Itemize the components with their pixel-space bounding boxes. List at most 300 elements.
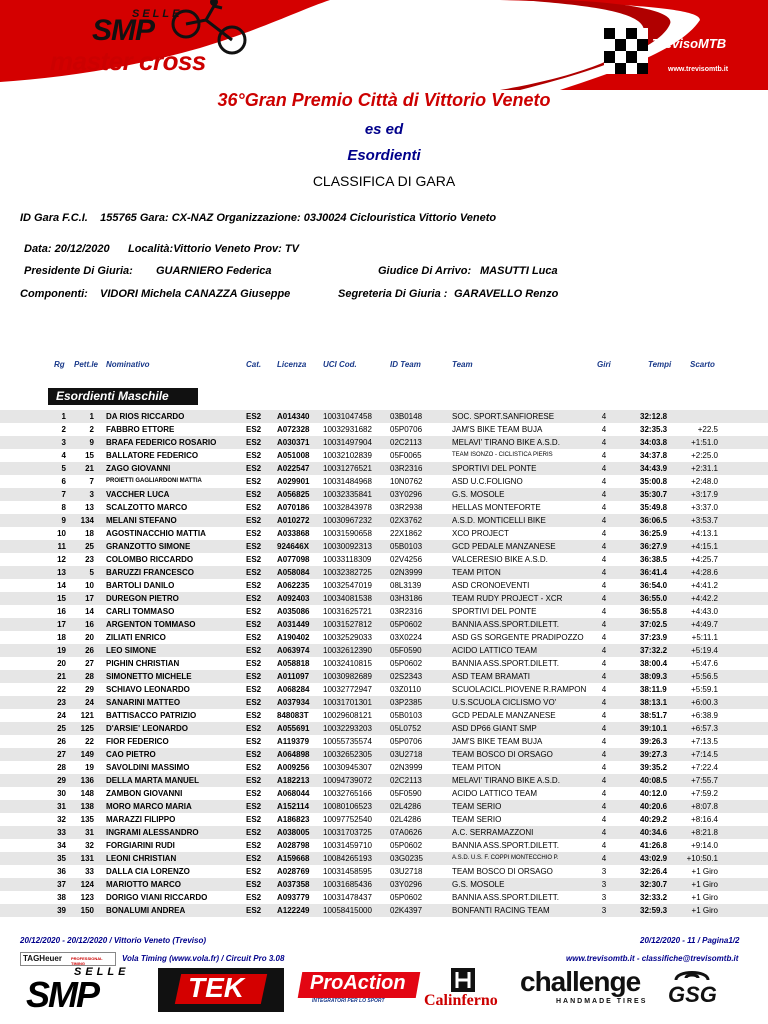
cell-rank: 36	[57, 867, 66, 876]
cell-rank: 35	[57, 854, 66, 863]
cell-uci-code: 10031276521	[323, 464, 372, 473]
cell-rank: 11	[57, 542, 66, 551]
cell-uci-code: 10030967232	[323, 516, 372, 525]
cell-uci-code: 10031703725	[323, 828, 372, 837]
cell-license: A035086	[277, 607, 310, 616]
cell-rank: 14	[57, 581, 66, 590]
cell-team-id: 22X1862	[390, 529, 423, 538]
cell-rank: 1	[61, 412, 66, 421]
cell-gap: +1 Giro	[691, 880, 718, 889]
cell-category: ES2	[246, 659, 262, 668]
cell-license: A062235	[277, 581, 310, 590]
cell-laps: 4	[601, 711, 607, 720]
cell-name: LEONI CHRISTIAN	[106, 854, 177, 863]
cell-license: A064898	[277, 750, 310, 759]
footer-timing: Vola Timing (www.vola.fr) / Circuit Pro 3.08	[122, 954, 285, 963]
cell-name: AGOSTINACCHIO MATTIA	[106, 529, 206, 538]
cell-category: ES2	[246, 776, 262, 785]
cell-rank: 13	[57, 568, 66, 577]
cell-time: 36:41.4	[640, 568, 668, 577]
cell-rank: 4	[61, 451, 66, 460]
logo-trevisomtb: TrevisoMTB	[652, 36, 727, 51]
cell-team-id: 05P0602	[390, 841, 423, 850]
cell-rank: 19	[57, 646, 66, 655]
cell-time: 35:30.7	[640, 490, 668, 499]
cell-uci-code: 10031458595	[323, 867, 372, 876]
cell-team-name: TEAM BOSCO DI ORSAGO	[452, 867, 553, 876]
gara-label: Gara:	[139, 212, 169, 224]
cell-uci-code: 10034081538	[323, 594, 372, 603]
cell-license: A029901	[277, 477, 310, 486]
cell-license: A070186	[277, 503, 310, 512]
localita-value: Vittorio Veneto	[173, 243, 251, 255]
cell-bib: 31	[85, 828, 94, 837]
table-row	[0, 696, 768, 709]
cell-time: 39:26.3	[640, 737, 668, 746]
table-row	[0, 813, 768, 826]
cell-bib: 5	[89, 568, 94, 577]
cell-bib: 121	[80, 711, 94, 720]
data-label: Data:	[24, 243, 52, 255]
cell-gap: +6:00.3	[691, 698, 718, 707]
cell-gap: +3:53.7	[691, 516, 718, 525]
cell-license: A010272	[277, 516, 310, 525]
org-value: 03J0024 Ciclouristica Vittorio Veneto	[303, 212, 497, 224]
cell-time: 39:35.2	[640, 763, 668, 772]
cell-name: FIOR FEDERICO	[106, 737, 169, 746]
cell-gap: +5:47.6	[691, 659, 718, 668]
cell-bib: 33	[85, 867, 94, 876]
cell-name: DUREGON PIETRO	[106, 594, 179, 603]
cell-license: A152114	[277, 802, 310, 811]
cell-laps: 4	[601, 815, 607, 824]
cell-bib: 10	[85, 581, 94, 590]
cell-bib: 21	[85, 464, 94, 473]
cell-time: 34:37.8	[640, 451, 668, 460]
cell-category: ES2	[246, 490, 262, 499]
cell-bib: 14	[85, 607, 94, 616]
cell-name: CARLI TOMMASO	[106, 607, 175, 616]
cell-laps: 3	[601, 906, 607, 915]
cell-rank: 21	[57, 672, 66, 681]
table-row	[0, 774, 768, 787]
table-row	[0, 488, 768, 501]
cell-gap: +10:50.1	[686, 854, 718, 863]
cell-gap: +4:25.7	[691, 555, 718, 564]
sponsor-selle: SELLE	[74, 966, 130, 978]
cell-name: MORO MARCO MARIA	[106, 802, 192, 811]
subtitle-category: Esordienti	[347, 147, 421, 164]
localita-label: Località:	[127, 243, 174, 255]
col-header-licenza: Licenza	[277, 360, 307, 369]
cell-uci-code: 10084265193	[323, 854, 372, 863]
col-header-scarto: Scarto	[690, 360, 715, 369]
cell-team-name: ASD CRONOEVENTI	[452, 581, 530, 590]
cell-bib: 24	[85, 698, 94, 707]
cell-laps: 4	[601, 789, 607, 798]
cell-team-id: 03R2938	[390, 503, 423, 512]
cell-license: A159668	[277, 854, 310, 863]
cell-category: ES2	[246, 854, 262, 863]
cell-name: BRAFA FEDERICO ROSARIO	[106, 438, 217, 447]
cell-laps: 4	[601, 542, 607, 551]
prov-label: Prov:	[253, 243, 282, 255]
cell-team-id: 03X0224	[390, 633, 423, 642]
cell-time: 34:03.8	[640, 438, 668, 447]
cell-laps: 4	[601, 724, 607, 733]
cell-bib: 124	[80, 880, 94, 889]
cell-rank: 33	[57, 828, 66, 837]
cell-name: CAO PIETRO	[106, 750, 156, 759]
cell-name: SCALZOTTO MARCO	[106, 503, 188, 512]
table-row	[0, 605, 768, 618]
cell-category: ES2	[246, 711, 262, 720]
cell-category: ES2	[246, 581, 262, 590]
cell-time: 32:33.2	[640, 893, 668, 902]
cell-name: BATTISACCO PATRIZIO	[106, 711, 197, 720]
sponsor-proaction: ProAction	[310, 972, 406, 994]
cell-license: 848083T	[277, 711, 309, 720]
cell-name: FORGIARINI RUDI	[106, 841, 175, 850]
table-row	[0, 852, 768, 865]
cell-team-name: ASD DP66 GIANT SMP	[452, 724, 537, 733]
table-row	[0, 579, 768, 592]
cell-team-id: 03U2718	[390, 750, 423, 759]
cell-uci-code: 10031685436	[323, 880, 372, 889]
cell-team-name: ASD GS SORGENTE PRADIPOZZO	[452, 633, 584, 642]
sponsor-proaction-box	[300, 966, 418, 1008]
giudice-value: MASUTTI Luca	[480, 265, 558, 277]
cell-license: A092403	[277, 594, 310, 603]
cell-time: 32:59.3	[640, 906, 668, 915]
cell-category: ES2	[246, 906, 262, 915]
cell-license: A186823	[277, 815, 310, 824]
table-row	[0, 761, 768, 774]
classifica-title: CLASSIFICA DI GARA	[312, 173, 456, 189]
cell-license: A037358	[277, 880, 310, 889]
cell-laps: 4	[601, 568, 607, 577]
table-row	[0, 618, 768, 631]
col-header-nominativo: Nominativo	[106, 360, 150, 369]
cell-uci-code: 10094739072	[323, 776, 372, 785]
cell-team-name: TEAM PITON	[452, 568, 501, 577]
cell-name: BARTOLI DANILO	[106, 581, 175, 590]
cell-time: 37:32.2	[640, 646, 668, 655]
cell-name: BARUZZI FRANCESCO	[106, 568, 194, 577]
cell-laps: 4	[601, 607, 607, 616]
cell-bib: 26	[85, 646, 94, 655]
table-row	[0, 631, 768, 644]
cell-time: 36:38.5	[640, 555, 668, 564]
col-header-id-team: ID Team	[390, 360, 421, 369]
table-row	[0, 657, 768, 670]
cell-name: SCHIAVO LEONARDO	[106, 685, 190, 694]
cell-uci-code: 10032293203	[323, 724, 372, 733]
cell-category: ES2	[246, 867, 262, 876]
cell-team-id: 03R2316	[390, 464, 423, 473]
cell-license: A038005	[277, 828, 310, 837]
sponsor-tek: TEK	[188, 972, 244, 1003]
cell-category: ES2	[246, 438, 262, 447]
cell-laps: 4	[601, 802, 607, 811]
col-header-team: Team	[452, 360, 473, 369]
cell-laps: 4	[601, 854, 607, 863]
cell-uci-code: 10031047458	[323, 412, 372, 421]
cell-license: A077098	[277, 555, 310, 564]
table-row	[0, 449, 768, 462]
cell-team-name: BONFANTI RACING TEAM	[452, 906, 550, 915]
cell-gap: +6:57.3	[691, 724, 718, 733]
cell-category: ES2	[246, 568, 262, 577]
presidente-label: Presidente Di Giuria:	[24, 265, 133, 277]
cell-time: 40:34.6	[640, 828, 668, 837]
cell-gap: +4:49.7	[691, 620, 718, 629]
cell-team-name: SPORTIVI DEL PONTE	[452, 607, 537, 616]
cell-name: LEO SIMONE	[106, 646, 157, 655]
cell-rank: 23	[57, 698, 66, 707]
cell-category: ES2	[246, 750, 262, 759]
cell-license: A119379	[277, 737, 310, 746]
cell-name: DALLA CIA LORENZO	[106, 867, 190, 876]
table-row	[0, 670, 768, 683]
cell-license: 924646X	[277, 542, 310, 551]
presidente-value: GUARNIERO Federica	[156, 265, 272, 277]
cell-license: A093779	[277, 893, 310, 902]
table-row	[0, 462, 768, 475]
cell-time: 38:11.9	[640, 685, 667, 694]
meta-line-1	[20, 212, 496, 224]
cell-laps: 4	[601, 841, 607, 850]
cell-rank: 38	[57, 893, 66, 902]
id-gara-label: ID Gara F.C.I.	[20, 212, 88, 224]
cell-team-name: G.S. MOSOLE	[452, 880, 505, 889]
trevisomtb-url: www.trevisomtb.it	[668, 66, 729, 73]
cell-license: A009256	[277, 763, 310, 772]
cell-gap: +22.5	[697, 425, 718, 434]
cell-team-name: ASD TEAM BRAMATI	[452, 672, 530, 681]
cell-gap: +1 Giro	[691, 906, 718, 915]
cell-uci-code: 10030982689	[323, 672, 372, 681]
cell-uci-code: 10030945307	[323, 763, 372, 772]
table-row	[0, 410, 768, 423]
cell-team-id: 05P0706	[390, 425, 423, 434]
cell-rank: 18	[57, 633, 66, 642]
table-row	[0, 592, 768, 605]
cell-rank: 31	[57, 802, 66, 811]
cell-team-name: ASD U.C.FOLIGNO	[452, 477, 523, 486]
cell-category: ES2	[246, 815, 262, 824]
table-row	[0, 891, 768, 904]
cell-time: 36:06.5	[640, 516, 668, 525]
cell-uci-code: 10031478437	[323, 893, 372, 902]
cell-team-name: BANNIA ASS.SPORT.DILETT.	[452, 659, 559, 668]
cell-license: A072328	[277, 425, 310, 434]
cell-time: 32:26.4	[640, 867, 668, 876]
cell-gap: +5:19.4	[691, 646, 718, 655]
cell-license: A033868	[277, 529, 310, 538]
cell-uci-code: 10032772947	[323, 685, 372, 694]
table-row	[0, 826, 768, 839]
cell-rank: 12	[57, 555, 66, 564]
cell-category: ES2	[246, 529, 262, 538]
footer-contact: www.trevisomtb.it - classifiche@trevisomtb.it	[566, 954, 739, 963]
cell-rank: 17	[57, 620, 66, 629]
table-row	[0, 644, 768, 657]
cell-gap: +1:51.0	[691, 438, 718, 447]
cell-time: 38:13.1	[640, 698, 668, 707]
tagheuer-text: TAGHeuer	[23, 954, 62, 963]
cell-uci-code: 10033118309	[323, 555, 372, 564]
subtitle-es-ed: es ed	[364, 121, 404, 138]
cell-team-id: 02C2113	[390, 438, 422, 447]
cell-laps: 4	[601, 737, 607, 746]
cell-bib: 135	[80, 815, 94, 824]
cell-category: ES2	[246, 893, 262, 902]
cell-team-name: TEAM ISONZO - CICLISTICA PIERIS	[452, 452, 553, 458]
cell-bib: 123	[80, 893, 94, 902]
cell-name: MARIOTTO MARCO	[106, 880, 181, 889]
sponsor-challenge: challenge	[520, 966, 641, 997]
cell-rank: 27	[57, 750, 66, 759]
cell-laps: 4	[601, 633, 607, 642]
cell-bib: 138	[80, 802, 94, 811]
cell-bib: 125	[80, 724, 94, 733]
cell-team-name: BANNIA ASS.SPORT.DILETT.	[452, 893, 559, 902]
cell-time: 32:30.7	[640, 880, 668, 889]
cell-category: ES2	[246, 594, 262, 603]
cell-time: 32:35.3	[640, 425, 668, 434]
cell-laps: 4	[601, 685, 607, 694]
cell-gap: +7:59.2	[691, 789, 718, 798]
cell-bib: 136	[80, 776, 94, 785]
cell-name: DA RIOS RICCARDO	[106, 412, 185, 421]
logo-smp: SMP	[92, 14, 155, 47]
cell-name: GRANZOTTO SIMONE	[106, 542, 191, 551]
cell-time: 35:49.8	[640, 503, 668, 512]
cell-gap: +4:13.1	[691, 529, 718, 538]
cell-name: DELLA MARTA MANUEL	[106, 776, 200, 785]
cell-rank: 34	[57, 841, 66, 850]
cell-time: 43:02.9	[640, 854, 668, 863]
prov-value: TV	[284, 243, 299, 255]
cell-gap: +7:14.5	[691, 750, 718, 759]
cell-time: 37:23.9	[640, 633, 668, 642]
cell-team-id: 02X3762	[390, 516, 423, 525]
cell-bib: 22	[85, 737, 94, 746]
cell-name: ZAGO GIOVANNI	[106, 464, 171, 473]
cell-team-name: TEAM SERIO	[452, 802, 502, 811]
cell-team-id: 03U2718	[390, 867, 423, 876]
cell-team-id: 07A0626	[390, 828, 423, 837]
cell-team-name: TEAM RUDY PROJECT - XCR	[452, 594, 563, 603]
table-row	[0, 787, 768, 800]
cell-name: ARGENTON TOMMASO	[106, 620, 196, 629]
cell-category: ES2	[246, 633, 262, 642]
cell-team-name: BANNIA ASS.SPORT.DILETT.	[452, 620, 559, 629]
cell-laps: 4	[601, 412, 607, 421]
cell-name: MELANI STEFANO	[106, 516, 177, 525]
cell-time: 38:00.4	[640, 659, 668, 668]
cell-license: A031449	[277, 620, 310, 629]
cell-rank: 32	[57, 815, 66, 824]
data-value: 20/12/2020	[54, 243, 110, 255]
cell-gap: +8:07.8	[691, 802, 718, 811]
cell-gap: +5:11.1	[691, 633, 718, 642]
cell-name: BALLATORE FEDERICO	[106, 451, 199, 460]
sponsor-calinferno: Calinferno	[424, 992, 498, 1009]
col-header-rg: Rg	[54, 360, 65, 369]
cell-name: INGRAMI ALESSANDRO	[106, 828, 199, 837]
cell-time: 40:08.5	[640, 776, 668, 785]
cell-team-id: 05P0602	[390, 620, 423, 629]
table-row	[0, 501, 768, 514]
race-title: 36°Gran Premio Città di Vittorio Veneto	[217, 90, 551, 110]
cell-rank: 9	[61, 516, 66, 525]
cell-laps: 4	[601, 425, 607, 434]
cell-name: DORIGO VIANI RICCARDO	[106, 893, 208, 902]
tagheuer-sub: PROFESSIONAL TIMING	[71, 956, 103, 966]
cell-gap: +7:22.4	[691, 763, 718, 772]
cell-category: ES2	[246, 607, 262, 616]
cell-name: BONALUMI ANDREA	[106, 906, 186, 915]
cell-laps: 4	[601, 464, 607, 473]
cell-license: A014340	[277, 412, 310, 421]
cell-laps: 4	[601, 490, 607, 499]
cell-team-name: A.S.D. U.S. F. COPPI MONTECCHIO P.	[452, 855, 559, 861]
cell-rank: 29	[57, 776, 66, 785]
cell-team-id: 05F0065	[390, 451, 422, 460]
cell-laps: 4	[601, 750, 607, 759]
cell-category: ES2	[246, 737, 262, 746]
cell-license: A028798	[277, 841, 310, 850]
cell-team-id: 02L4286	[390, 815, 422, 824]
cell-uci-code: 10097752540	[323, 815, 372, 824]
cell-team-id: 05B0103	[390, 542, 423, 551]
cell-rank: 15	[57, 594, 66, 603]
cell-license: A055691	[277, 724, 310, 733]
cell-bib: 18	[85, 529, 94, 538]
cell-team-name: ACIDO LATTICO TEAM	[452, 789, 538, 798]
cell-uci-code: 10032410815	[323, 659, 372, 668]
cell-laps: 3	[601, 880, 607, 889]
cell-category: ES2	[246, 542, 262, 551]
cell-gap: +5:56.5	[691, 672, 718, 681]
cell-rank: 28	[57, 763, 66, 772]
cell-gap: +2:25.0	[691, 451, 718, 460]
cell-bib: 131	[80, 854, 94, 863]
logo-selle: SELLE	[132, 8, 183, 20]
sponsor-tek-box	[158, 968, 284, 1012]
cell-bib: 148	[80, 789, 94, 798]
table-row	[0, 735, 768, 748]
cell-team-id: 02L4286	[390, 802, 422, 811]
col-header-cat: Cat.	[246, 360, 262, 369]
cell-license: A058084	[277, 568, 310, 577]
cell-gap: +7:55.7	[691, 776, 718, 785]
cell-team-name: XCO PROJECT	[452, 529, 509, 538]
id-gara-value: 155765	[100, 212, 137, 224]
cell-laps: 3	[601, 893, 607, 902]
cell-team-id: 05P0602	[390, 893, 423, 902]
sponsor-gsg: GSG	[668, 982, 717, 1007]
table-row	[0, 722, 768, 735]
cell-bib: 3	[89, 490, 94, 499]
cell-time: 38:51.7	[640, 711, 668, 720]
tagheuer-logo	[20, 952, 116, 966]
cell-category: ES2	[246, 555, 262, 564]
cell-category: ES2	[246, 412, 262, 421]
componenti-value: VIDORI Michela CANAZZA Giuseppe	[100, 288, 291, 300]
